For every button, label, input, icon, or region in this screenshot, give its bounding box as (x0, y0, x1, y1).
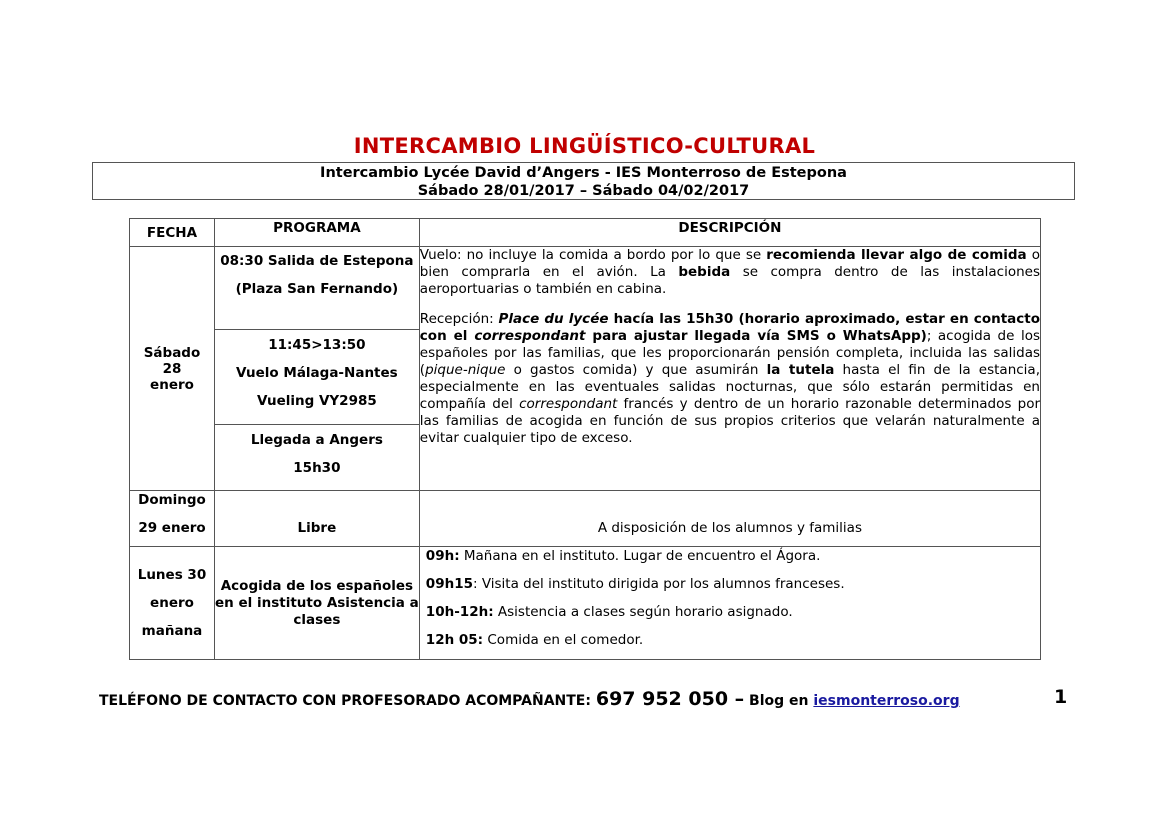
agenda-item (426, 603, 1035, 621)
descripcion-sabado (419, 247, 1040, 491)
descripcion-recepcion: Recepción: Place du lycée hacía las 15h30 (horario aproximado, estar en contacto con el correspondant para ajustar llegada vía SMS o WhatsApp); acogida de los españoles por las familias, que les proporcionarán pensión completa, incluida las salidas (pique-nique o gastos comida) y que asumirán la tutela hasta el fin de la estancia, especialmente en las eventuales salidas nocturnas, que sólo estarán permitidas en compañía del correspondant francés y dentro de un horario razonable determinados por las familias de acogida en función de sus propios criterios que velarán naturalmente a evitar cualquier tipo de exceso. (419, 311, 1040, 446)
agenda-item (426, 547, 1035, 565)
table-row (130, 247, 1041, 330)
blog-link[interactable]: iesmonterroso.org (813, 693, 960, 709)
agenda-item-time: 12h 05: (425, 632, 484, 648)
fecha-sabado: Sábado 28 enero (130, 247, 215, 491)
footer-blog-label: Blog en (744, 693, 814, 709)
agenda-list (426, 547, 1035, 649)
header-descripcion: DESCRIPCIÓN (419, 219, 1040, 247)
agenda-item (426, 631, 1035, 649)
agenda-item (426, 575, 1035, 593)
table-row (130, 491, 1041, 547)
agenda-item-text: Asistencia a clases según horario asignado. (493, 604, 793, 620)
programa-llegada: Llegada a Angers 15h30 (214, 425, 419, 491)
programa-salida (214, 247, 419, 330)
agenda-item-time: 09h: (425, 548, 460, 564)
programa-acogida: Acogida de los españoles en el instituto Asistencia a clases (214, 547, 419, 660)
programa-vuelo: 11:45>13:50 Vuelo Málaga-Nantes Vueling VY2985 (214, 330, 419, 425)
programa-libre: Libre (214, 491, 419, 547)
header-fecha: FECHA (130, 219, 215, 247)
footer-contact (99, 688, 960, 710)
table-header-row (130, 219, 1041, 247)
document-title: INTERCAMBIO LINGÜÍSTICO-CULTURAL (353, 134, 816, 158)
subtitle-box (92, 162, 1075, 200)
programa-salida-text: 08:30 Salida de Estepona (220, 253, 414, 269)
subtitle-line1: Intercambio Lycée David d’Angers - IES Monterroso de Estepona (320, 165, 847, 181)
header-programa: PROGRAMA (214, 219, 419, 247)
page-number: 1 (1054, 686, 1068, 708)
fecha-domingo: Domingo 29 enero (130, 491, 215, 547)
agenda-item-text: Comida en el comedor. (483, 632, 644, 648)
fecha-lunes: Lunes 30 enero mañana (130, 547, 215, 660)
descripcion-vuelo: Vuelo: no incluye la comida a bordo por lo que se recomienda llevar algo de comida o bien comprarla en el avión. La bebida se compra dentro de las instalaciones aeroportuarias o también en cabina. (419, 247, 1040, 297)
agenda-item-time: 10h-12h: (425, 604, 494, 620)
agenda-item-time: 09h15 (425, 576, 473, 592)
agenda-item-text: Mañana en el instituto. Lugar de encuentro el Ágora. (459, 548, 821, 564)
footer-label: TELÉFONO DE CONTACTO CON PROFESORADO ACOMPAÑANTE: (99, 693, 596, 709)
subtitle-line2: Sábado 28/01/2017 – Sábado 04/02/2017 (417, 183, 750, 199)
agenda-item-text: : Visita del instituto dirigida por los alumnos franceses. (472, 576, 845, 592)
descripcion-libre: A disposición de los alumnos y familias (419, 491, 1040, 547)
descripcion-lunes (419, 547, 1040, 660)
programa-salida-lugar: (Plaza San Fernando) (235, 281, 399, 297)
schedule-table (129, 218, 1041, 660)
footer-phone: 697 952 050 – (595, 688, 745, 710)
table-row (130, 547, 1041, 660)
